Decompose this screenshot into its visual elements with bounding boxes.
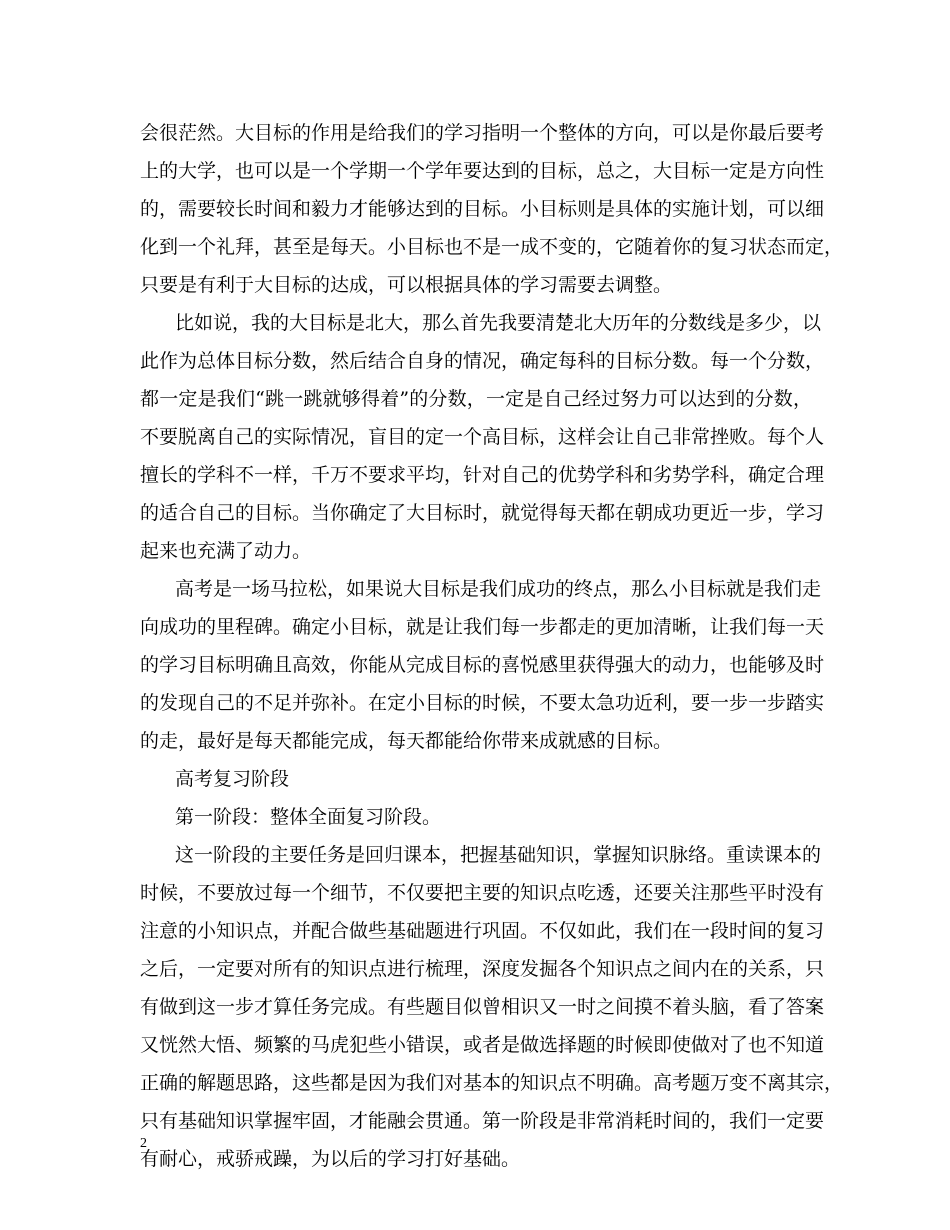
text-line: 只有基础知识掌握牢固，才能融会贯通。第一阶段是非常消耗时间的，我们一定要 (140, 1110, 825, 1132)
page-number: 2 (140, 1136, 147, 1151)
text-line: 高考复习阶段 (175, 768, 290, 790)
body-text (140, 114, 844, 1178)
text-line: 化到一个礼拜，甚至是每天。小目标也不是一成不变的，它随着你的复习状态而定， (140, 236, 844, 258)
text-line: 的学习目标明确且高效，你能从完成目标的喜悦感里获得强大的动力，也能够及时 (140, 654, 825, 676)
text-line: 不要脱离自己的实际情况，盲目的定一个高目标，这样会让自己非常挫败。每个人 (140, 426, 825, 448)
text-line: 只要是有利于大目标的达成，可以根据具体的学习需要去调整。 (140, 274, 673, 296)
text-line: 的，需要较长时间和毅力才能够达到的目标。小目标则是具体的实施计划，可以细 (140, 198, 825, 220)
text-line: 会很茫然。大目标的作用是给我们的学习指明一个整体的方向，可以是你最后要考 (140, 122, 825, 144)
text-line: 时候，不要放过每一个细节，不仅要把主要的知识点吃透，还要关注那些平时没有 (140, 882, 825, 904)
text-line: 都一定是我们“跳一跳就够得着”的分数，一定是自己经过努力可以达到的分数， (140, 388, 812, 410)
text-line: 的适合自己的目标。当你确定了大目标时，就觉得每天都在朝成功更近一步，学习 (140, 502, 825, 524)
text-line: 正确的解题思路，这些都是因为我们对基本的知识点不明确。高考题万变不离其宗， (140, 1072, 844, 1094)
text-line: 向成功的里程碑。确定小目标，就是让我们每一步都走的更加清晰，让我们每一天 (140, 616, 825, 638)
text-line: 起来也充满了动力。 (140, 540, 312, 562)
text-line: 有耐心，戒骄戒躁，为以后的学习打好基础。 (140, 1148, 521, 1170)
text-line: 之后，一定要对所有的知识点进行梳理，深度发掘各个知识点之间内在的关系，只 (140, 958, 825, 980)
text-line: 高考是一场马拉松，如果说大目标是我们成功的终点，那么小目标就是我们走 (175, 578, 822, 600)
text-line: 第一阶段：整体全面复习阶段。 (175, 806, 442, 828)
text-line: 有做到这一步才算任务完成。有些题目似曾相识又一时之间摸不着头脑，看了答案 (140, 996, 825, 1018)
text-line: 的发现自己的不足并弥补。在定小目标的时候，不要太急功近利，要一步一步踏实 (140, 692, 825, 714)
text-line: 擅长的学科不一样，千万不要求平均，针对自己的优势学科和劣势学科，确定合理 (140, 464, 825, 486)
text-line: 注意的小知识点，并配合做些基础题进行巩固。不仅如此，我们在一段时间的复习 (140, 920, 825, 942)
text-line: 上的大学，也可以是一个学期一个学年要达到的目标，总之，大目标一定是方向性 (140, 160, 825, 182)
text-line: 的走，最好是每天都能完成，每天都能给你带来成就感的目标。 (140, 730, 673, 752)
text-line: 又恍然大悟、频繁的马虎犯些小错误，或者是做选择题的时候即使做对了也不知道 (140, 1034, 825, 1056)
text-line: 这一阶段的主要任务是回归课本，把握基础知识，掌握知识脉络。重读课本的 (175, 844, 822, 866)
text-line: 比如说，我的大目标是北大，那么首先我要清楚北大历年的分数线是多少，以 (175, 312, 822, 334)
text-line: 此作为总体目标分数，然后结合自身的情况，确定每科的目标分数。每一个分数， (140, 350, 825, 372)
